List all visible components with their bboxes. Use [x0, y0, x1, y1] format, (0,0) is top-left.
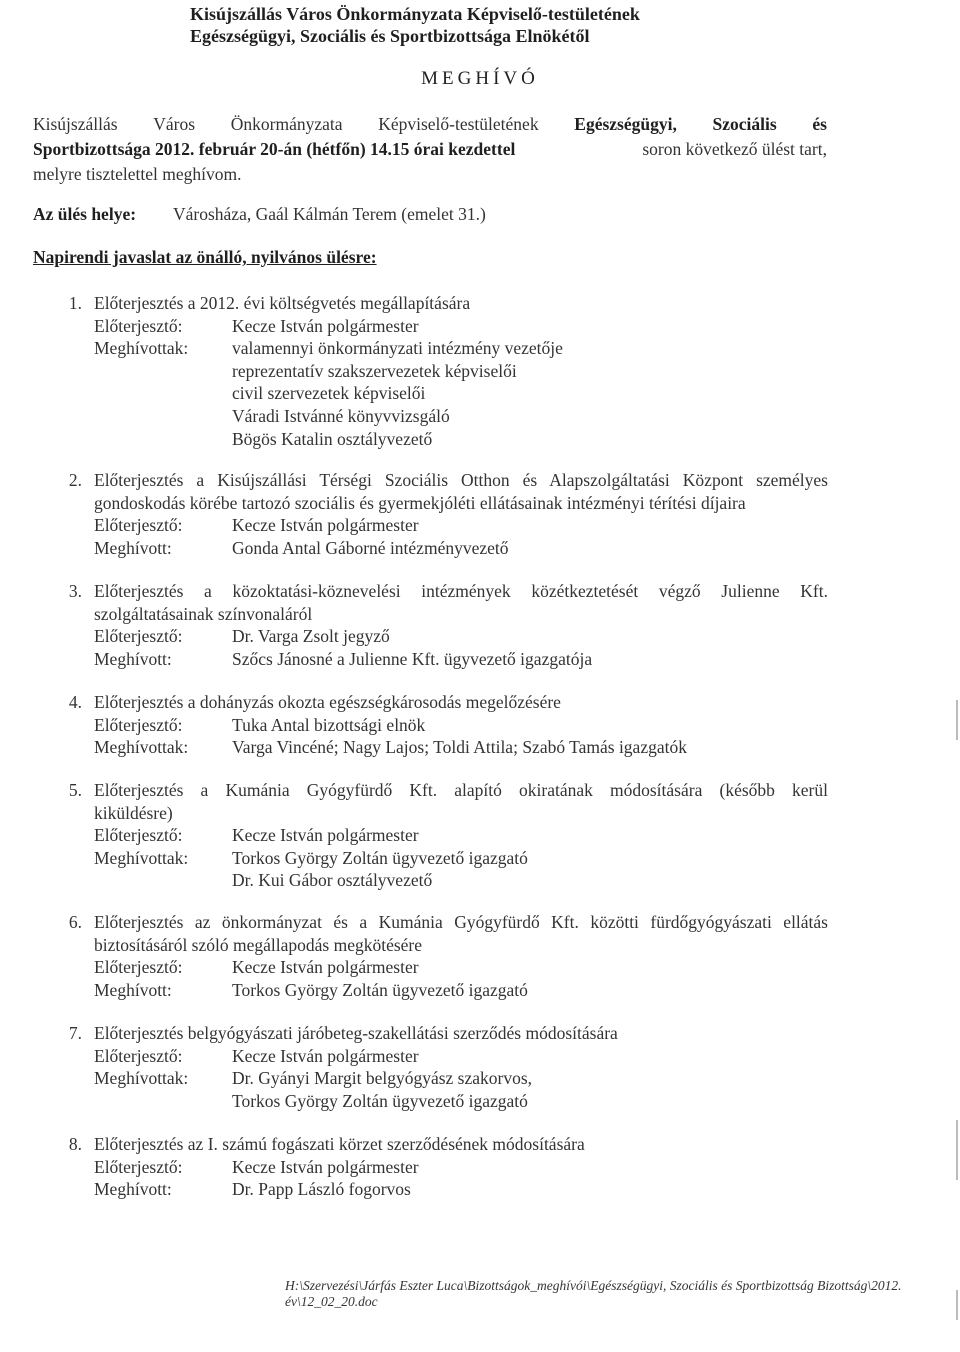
presenter-row: [94, 714, 828, 737]
invited-name: Dr. Gyányi Margit belgyógyász szakorvos,: [232, 1068, 533, 1089]
invited-label: Meghívottak:: [94, 737, 189, 758]
presenter-row: [94, 1156, 828, 1179]
invited-row: [94, 979, 828, 1002]
agenda-item-title-line: Előterjesztés az I. számú fogászati körzet szerződésének módosítására: [94, 1134, 585, 1154]
agenda-item-number: 4.: [68, 692, 82, 712]
invited-label: Meghívott:: [94, 648, 172, 669]
invited-row: [94, 869, 828, 892]
presenter-name: Tuka Antal bizottsági elnök: [232, 714, 426, 735]
intro-text: soron következő ülést tart,: [642, 139, 827, 159]
presenter-label: Előterjesztő:: [94, 957, 183, 978]
intro-line-2: [33, 137, 827, 162]
agenda-title: Napirendi javaslat az önálló, nyilvános ülésre:: [33, 247, 377, 267]
agenda-item-title-line: Előterjesztés a közoktatási-köznevelési intézmények közétkeztetését végző Julienne Kft.: [94, 581, 828, 601]
invited-label: Meghívott:: [94, 1179, 172, 1200]
agenda-item-title-line: kiküldésre): [94, 802, 173, 823]
invited-row: [94, 428, 828, 451]
presenter-row: [94, 514, 828, 537]
agenda-item-title-line: Előterjesztés belgyógyászati járóbeteg-szakellátási szerződés módosítására: [94, 1023, 618, 1043]
presenter-label: Előterjesztő:: [94, 626, 183, 647]
agenda-item-body: [94, 580, 828, 670]
meeting-place-label: Az ülés helye:: [33, 204, 137, 224]
invited-row: [94, 537, 828, 560]
invited-label: Meghívottak:: [94, 847, 189, 868]
intro-word: Képviselő-testületének: [378, 114, 539, 134]
invited-row: [94, 736, 828, 759]
invited-row: [94, 1067, 828, 1090]
intro-paragraph: [33, 112, 827, 187]
agenda-item-number: 6.: [68, 912, 82, 932]
intro-line-1: [33, 112, 827, 137]
invited-label-spacer: [94, 869, 232, 892]
agenda-item-body: [94, 469, 828, 559]
agenda-item-body: [94, 911, 828, 1001]
agenda-item-number: 1.: [68, 293, 82, 313]
agenda-item-title-line: gondoskodás körébe tartozó szociális és gyermekjóléti ellátásainak intézményi térítési díjaira: [94, 492, 746, 513]
meeting-place-value: Városháza, Gaál Kálmán Terem (emelet 31.): [173, 204, 486, 224]
invited-name: Gonda Antal Gáborné intézményvezető: [232, 537, 509, 558]
agenda-item-body: [94, 292, 828, 450]
agenda-item-title-line: Előterjesztés az önkormányzat és a Kumánia Gyógyfürdő Kft. közötti fürdőgyógyászati ellátás: [94, 912, 828, 932]
agenda-item-number: 7.: [68, 1023, 82, 1043]
agenda-item-number: 5.: [68, 780, 82, 800]
presenter-row: [94, 315, 828, 338]
presenter-label: Előterjesztő:: [94, 825, 183, 846]
presenter-label: Előterjesztő:: [94, 515, 183, 536]
file-path-footer: H:\Szervezési\Járfás Eszter Luca\Bizottságok_meghívói\Egészségügyi, Szociális és Sportbizottság Bizottság\2012. év\12_02_20.doc: [285, 1278, 902, 1309]
invited-label-spacer: [94, 1090, 232, 1113]
invited-name: Szőcs Jánosné a Julienne Kft. ügyvezető igazgatója: [232, 648, 593, 669]
intro-word: Kisújszállás: [33, 114, 118, 134]
invited-label-spacer: [94, 428, 232, 451]
invited-label-spacer: [94, 360, 232, 383]
invited-name: civil szervezetek képviselői: [232, 383, 426, 404]
invited-row: [94, 1090, 828, 1113]
invited-name: valamennyi önkormányzati intézmény vezetője: [232, 338, 563, 359]
invited-label: Meghívott:: [94, 979, 172, 1000]
agenda-item-number: 3.: [68, 581, 82, 601]
invited-label: Meghívott:: [94, 537, 172, 558]
invited-name: Torkos György Zoltán ügyvezető igazgató: [232, 847, 528, 868]
intro-word: Egészségügyi,: [574, 114, 677, 134]
agenda-item-number: 2.: [68, 470, 82, 490]
invited-row: [94, 382, 828, 405]
presenter-row: [94, 1045, 828, 1068]
invited-name: Torkos György Zoltán ügyvezető igazgató: [232, 1090, 528, 1111]
presenter-name: Dr. Varga Zsolt jegyző: [232, 626, 390, 647]
presenter-row: [94, 625, 828, 648]
presenter-label: Előterjesztő:: [94, 315, 183, 336]
invited-name: Varga Vincéné; Nagy Lajos; Toldi Attila; Szabó Tamás igazgatók: [232, 737, 687, 758]
presenter-row: [94, 824, 828, 847]
presenter-row: [94, 956, 828, 979]
intro-word: Szociális: [712, 114, 777, 134]
invited-name: Váradi Istvánné könyvvizsgáló: [232, 405, 450, 426]
agenda-item-title-line: biztosításáról szóló megállapodás megkötésére: [94, 934, 423, 955]
agenda-item-body: [94, 1133, 828, 1201]
presenter-label: Előterjesztő:: [94, 1156, 183, 1177]
invited-name: Torkos György Zoltán ügyvezető igazgató: [232, 979, 528, 1000]
invited-row: [94, 360, 828, 383]
agenda-item-body: [94, 1022, 828, 1112]
presenter-name: Kecze István polgármester: [232, 515, 419, 536]
intro-line-3: melyre tisztelettel meghívom.: [33, 164, 242, 184]
agenda-item-body: [94, 779, 828, 892]
invited-label-spacer: [94, 405, 232, 428]
invited-row: [94, 1178, 828, 1201]
presenter-label: Előterjesztő:: [94, 714, 183, 735]
invited-row: [94, 847, 828, 870]
agenda-item-number: 8.: [68, 1134, 82, 1154]
agenda-item-title-line: Előterjesztés a Kumánia Gyógyfürdő Kft. alapító okiratának módosítására (később kerül: [94, 780, 828, 800]
invited-name: Dr. Kui Gábor osztályvezető: [232, 870, 433, 891]
presenter-label: Előterjesztő:: [94, 1045, 183, 1066]
scan-mark: [956, 1290, 958, 1320]
invited-name: Bögös Katalin osztályvezető: [232, 428, 433, 449]
scan-mark: [956, 700, 958, 740]
intro-word: Város: [153, 114, 196, 134]
page-title: MEGHÍVÓ: [421, 68, 539, 89]
agenda-item-title-line: Előterjesztés a dohányzás okozta egészségkárosodás megelőzésére: [94, 692, 561, 712]
presenter-name: Kecze István polgármester: [232, 825, 419, 846]
invited-name: reprezentatív szakszervezetek képviselői: [232, 360, 517, 381]
intro-word: és: [812, 114, 827, 134]
intro-word: Önkormányzata: [230, 114, 343, 134]
invited-name: Dr. Papp László fogorvos: [232, 1179, 411, 1200]
scan-mark: [956, 1120, 958, 1180]
invited-label: Meghívottak:: [94, 338, 189, 359]
invited-label: Meghívottak:: [94, 1068, 189, 1089]
agenda-item-title-line: Előterjesztés a Kisújszállási Térségi Szociális Otthon és Alapszolgáltatási Központ személyes: [94, 470, 828, 490]
agenda-item-body: [94, 691, 828, 759]
meeting-place: [33, 204, 486, 225]
presenter-name: Kecze István polgármester: [232, 315, 419, 336]
invited-row: [94, 337, 828, 360]
invited-label-spacer: [94, 382, 232, 405]
agenda-item-title-line: Előterjesztés a 2012. évi költségvetés megállapítására: [94, 293, 471, 313]
issuer-line-2: Egészségügyi, Szociális és Sportbizottsága Elnökétől: [190, 26, 590, 46]
invited-row: [94, 648, 828, 671]
presenter-name: Kecze István polgármester: [232, 957, 419, 978]
presenter-name: Kecze István polgármester: [232, 1156, 419, 1177]
invited-row: [94, 405, 828, 428]
presenter-name: Kecze István polgármester: [232, 1045, 419, 1066]
meeting-date: Sportbizottsága 2012. február 20-án (hétfőn) 14.15 órai kezdettel: [33, 139, 516, 159]
agenda-item-title-line: szolgáltatásainak színvonaláról: [94, 603, 313, 624]
issuer-line-1: Kisújszállás Város Önkormányzata Képviselő-testületének: [190, 4, 640, 24]
